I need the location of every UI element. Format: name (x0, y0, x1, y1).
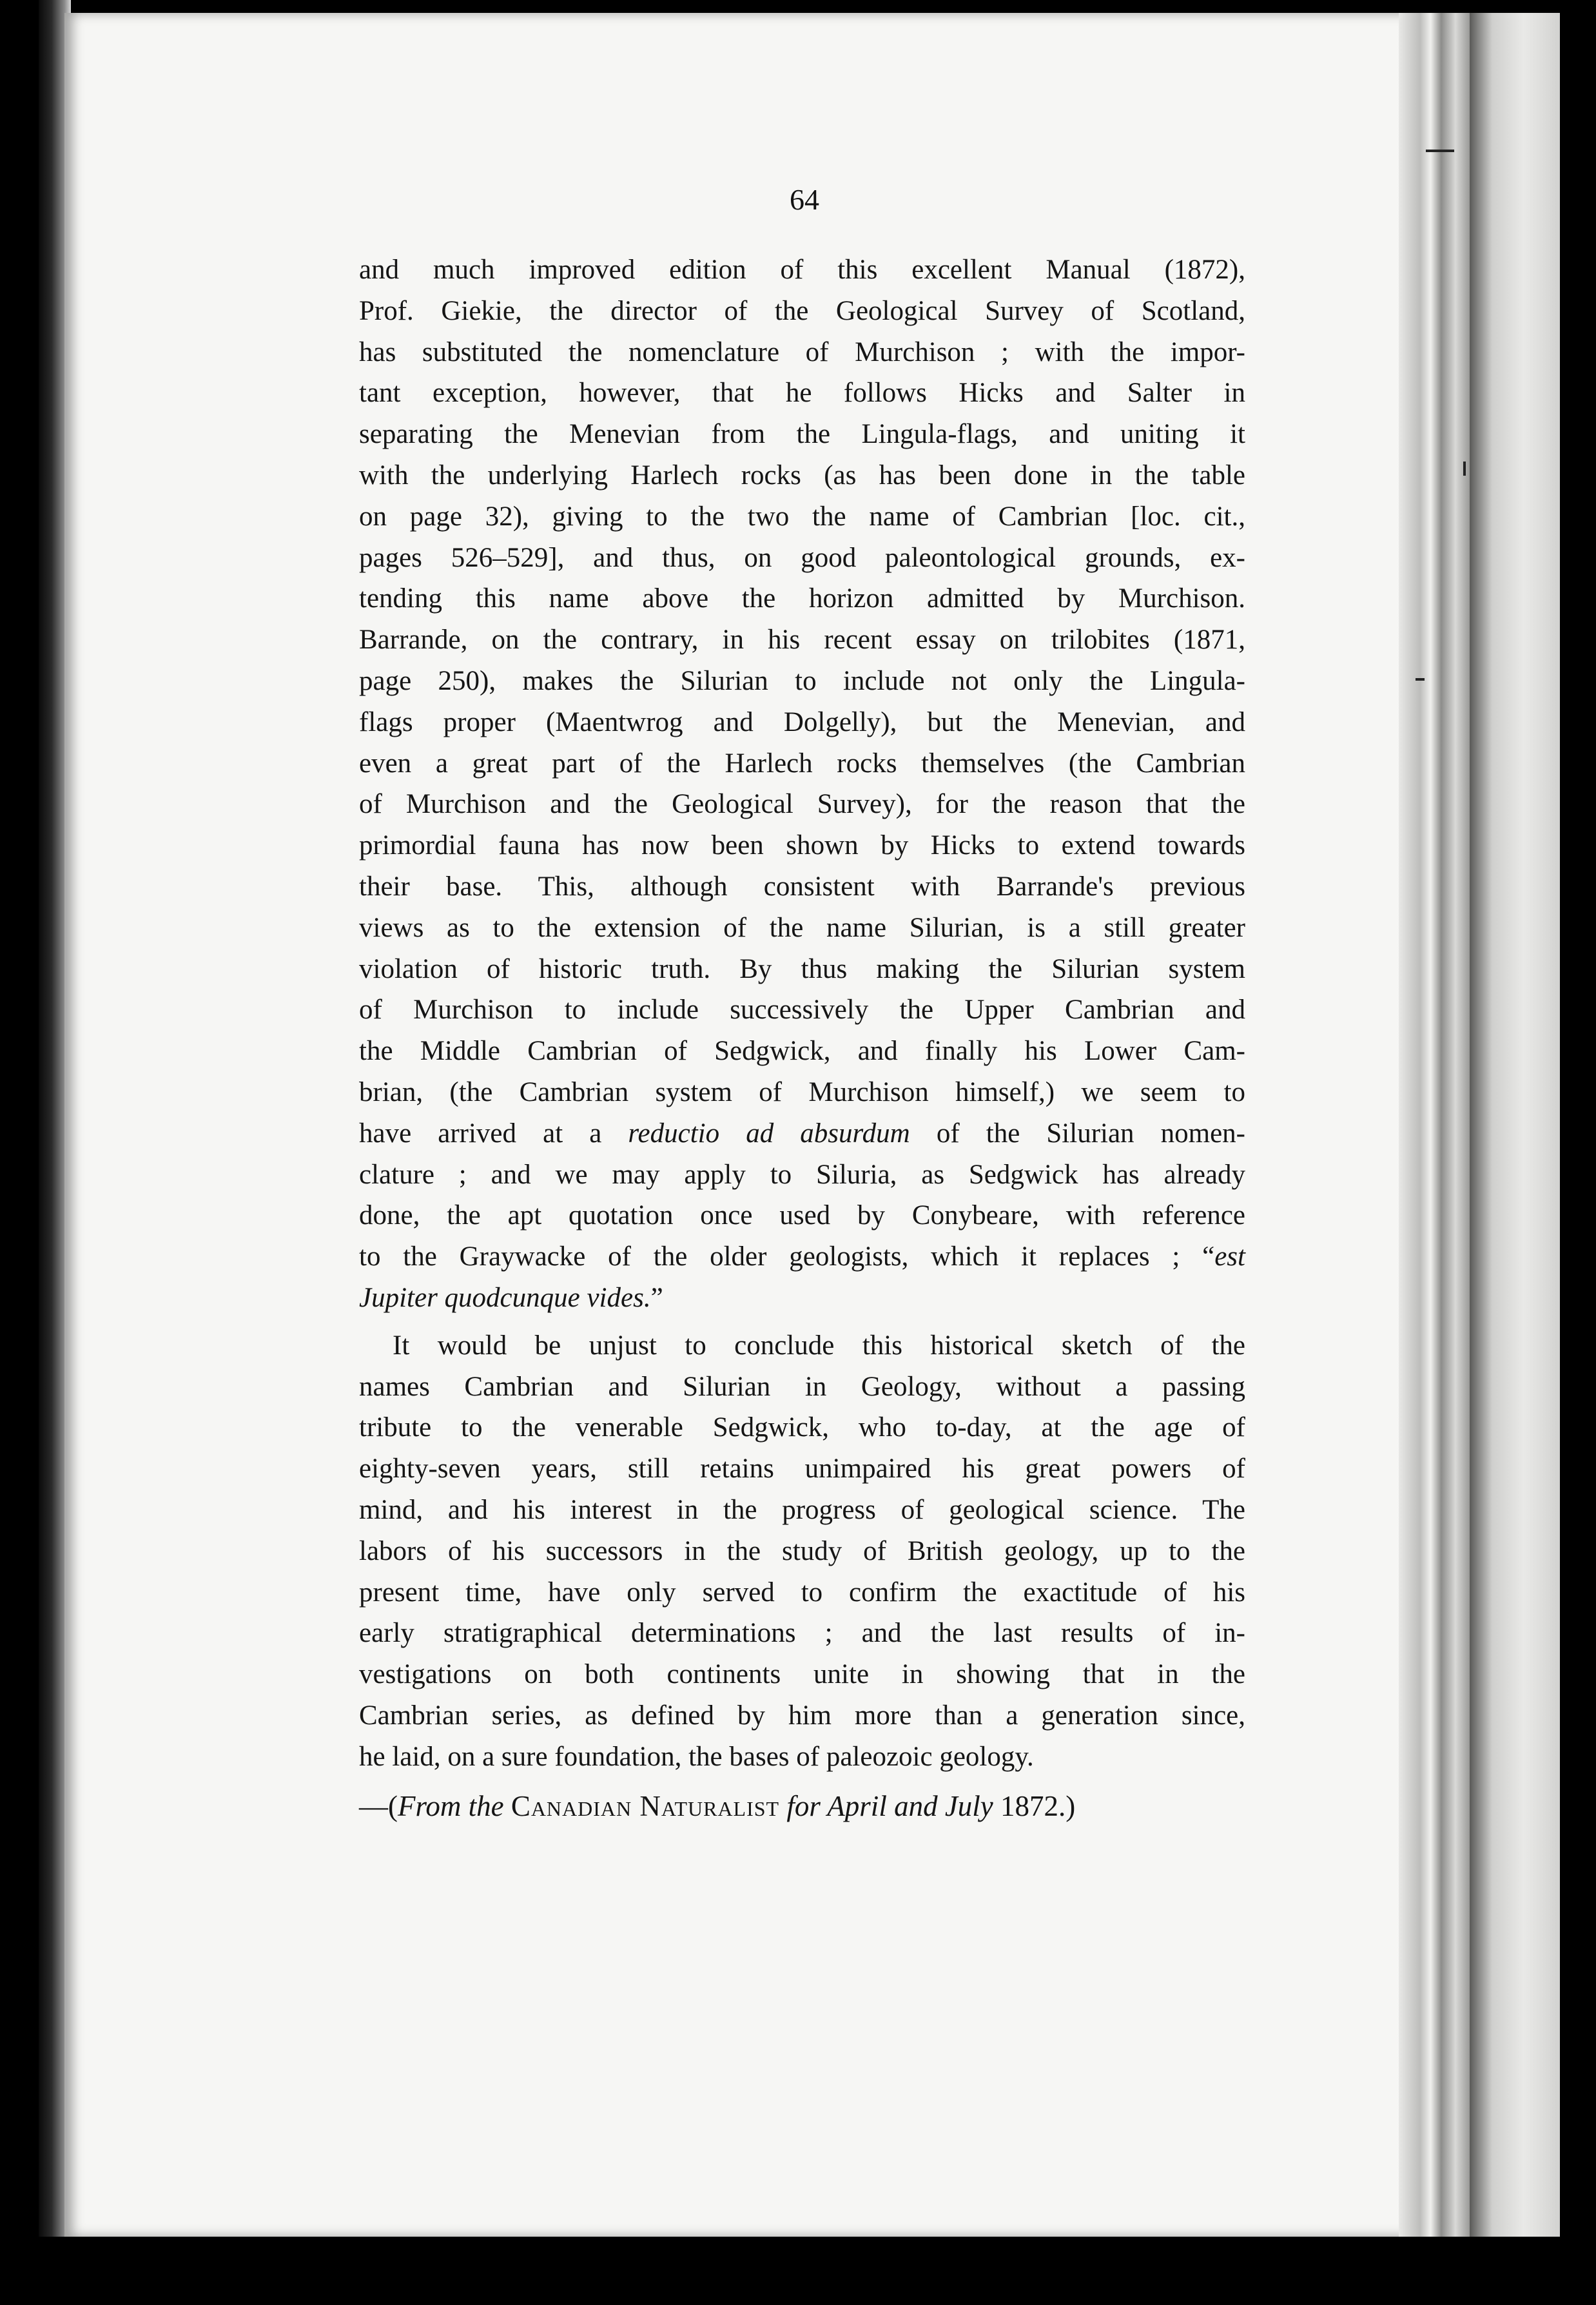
text-segment-before: to the Graywacke of the older geologists, which it replaces ; “ (359, 1241, 1215, 1272)
text-line: labors of his successors in the study of British geology, up to the (359, 1535, 1245, 1566)
text-segment-italic: Jupiter quodcunque vides. (359, 1282, 651, 1313)
scan-mark (1416, 678, 1425, 681)
text-line: the Middle Cambrian of Sedgwick, and finally his Lower Cam- (359, 1036, 1245, 1067)
source-dash: —( (359, 1790, 398, 1823)
text-segment-after: of the Silurian nomen- (910, 1118, 1245, 1149)
text-line: of Murchison and the Geological Survey), for the reason that the (359, 789, 1245, 820)
page-edge-stack (1399, 13, 1470, 2237)
text-line: their base. This, although consistent with Barrande's previous (359, 871, 1245, 902)
paragraph-1 (359, 249, 1245, 1319)
text-line: tribute to the venerable Sedgwick, who to-day, at the age of (359, 1412, 1245, 1443)
text-segment-italic: reductio ad absurdum (628, 1118, 910, 1149)
text-line: flags proper (Maentwrog and Dolgelly), but the Menevian, and (359, 706, 1245, 737)
text-line: separating the Menevian from the Lingula-flags, and uniting it (359, 419, 1245, 450)
text-line: primordial fauna has now been shown by Hicks to extend towards (359, 830, 1245, 861)
text-line: with the underlying Harlech rocks (as has been done in the table (359, 460, 1245, 491)
text-line: done, the apt quotation once used by Conybeare, with reference (359, 1200, 1245, 1231)
text-line: tending this name above the horizon admitted by Murchison. (359, 583, 1245, 614)
text-line: clature ; and we may apply to Siluria, as Sedgwick has already (359, 1159, 1245, 1190)
text-line: violation of historic truth. By thus making the Silurian system (359, 953, 1245, 984)
text-line: tant exception, however, that he follows Hicks and Salter in (359, 378, 1245, 409)
scan-border-bottom (0, 2237, 1596, 2305)
text-line: and much improved edition of this excellent Manual (1872), (359, 255, 1245, 285)
text-segment-after: ” (650, 1282, 663, 1313)
text-line: eighty-seven years, still retains unimpaired his great powers of (359, 1454, 1245, 1484)
text-line: pages 526–529], and thus, on good paleontological grounds, ex- (359, 542, 1245, 573)
text-line: Cambrian series, as defined by him more than a generation since, (359, 1700, 1245, 1731)
text-line: of Murchison to include successively the Upper Cambrian and (359, 995, 1245, 1026)
page-number: 64 (790, 183, 819, 216)
text-line (359, 1113, 1245, 1154)
scan-mark (1463, 462, 1466, 476)
text-line: views as to the extension of the name Silurian, is a still greater (359, 912, 1245, 943)
source-from: From the (398, 1790, 504, 1823)
text-line: page 250), makes the Silurian to include not only the Lingula- (359, 665, 1245, 696)
text-line: Prof. Giekie, the director of the Geological Survey of Scotland, (359, 295, 1245, 326)
text-line: mind, and his interest in the progress of geological science. The (359, 1494, 1245, 1525)
text-line: he laid, on a sure foundation, the bases of paleozoic geology. (359, 1741, 1034, 1772)
source-issue: for April and July (786, 1790, 993, 1823)
text-line: has substituted the nomenclature of Murchison ; with the impor- (359, 336, 1245, 367)
facing-page-edge (1470, 13, 1560, 2237)
text-line (359, 1236, 1245, 1278)
text-line: on page 32), giving to the two the name of Cambrian [loc. cit., (359, 501, 1245, 532)
text-line: present time, have only served to confirm the exactitude of his (359, 1577, 1245, 1608)
scan-mark (1426, 150, 1454, 152)
source-journal: Canadian Naturalist (511, 1790, 780, 1823)
text-line: Barrande, on the contrary, in his recent essay on trilobites (1871, (359, 625, 1245, 656)
source-year: 1872.) (1000, 1790, 1076, 1823)
text-line: vestigations on both continents unite in showing that in the (359, 1659, 1245, 1690)
text-line: early stratigraphical determinations ; and the last results of in- (359, 1618, 1245, 1649)
text-line: It would be unjust to conclude this historical sketch of the (393, 1330, 1245, 1361)
source-citation (359, 1786, 1245, 1827)
article-text (359, 249, 1245, 1827)
text-line: brian, (the Cambrian system of Murchison himself,) we seem to (359, 1076, 1245, 1107)
text-line: names Cambrian and Silurian in Geology, without a passing (359, 1371, 1245, 1402)
text-line: even a great part of the Harlech rocks themselves (the Cambrian (359, 748, 1245, 779)
text-segment-italic: est (1214, 1241, 1245, 1272)
text-line (359, 1278, 1245, 1319)
paragraph-2 (359, 1325, 1245, 1778)
text-segment-before: have arrived at a (359, 1118, 628, 1149)
